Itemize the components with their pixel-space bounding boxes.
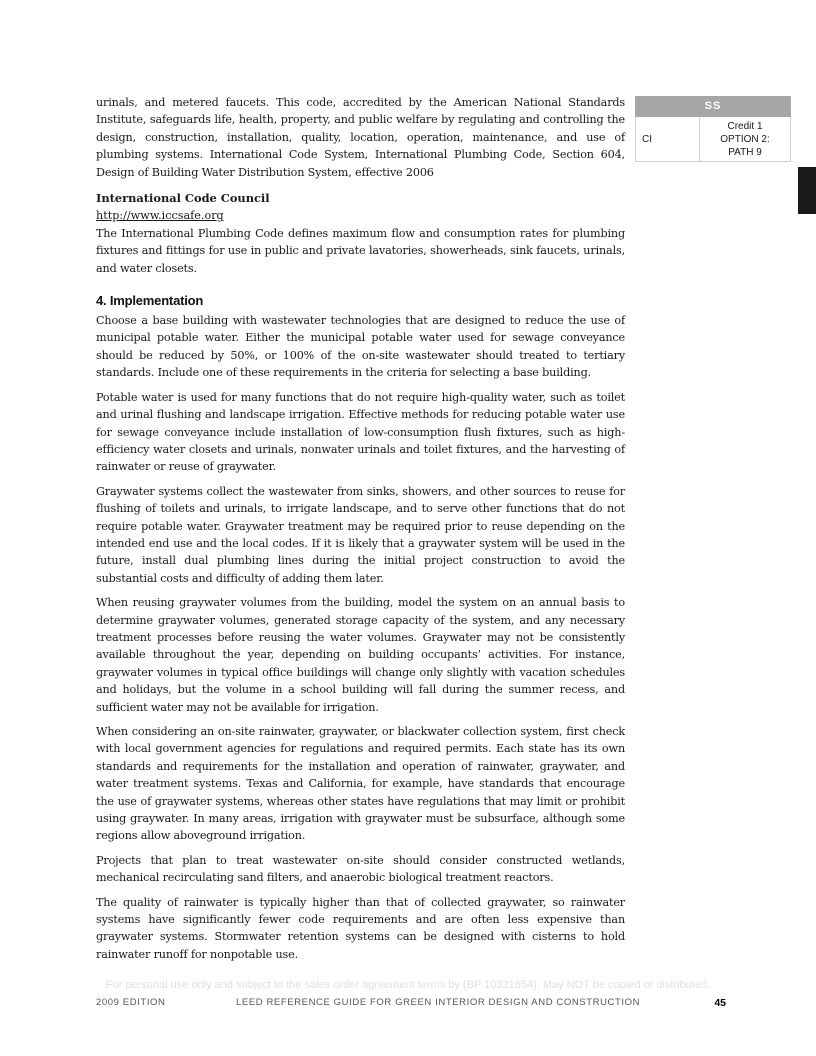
- footer-edition: 2009 EDITION: [96, 997, 166, 1008]
- page-footer: [96, 997, 726, 1011]
- credit-row: [635, 117, 791, 162]
- license-watermark: For personal use only and subject to the sales order agreement terms by (BP 10321654). May NOT be copied or distributed.: [105, 979, 711, 991]
- paragraph: Potable water is used for many functions that do not require high-quality water, such as toilet and urinal flushing and landscape irrigation. Effective methods for reducing potable water use for sewage conveyance include installation of low-consumption flush fixtures, such as high-efficiency water closets and urinals, nonwater urinals and toilet fixtures, and the harvesting of rainwater or reuse of graywater.: [96, 390, 625, 474]
- org-description: The International Plumbing Code defines maximum flow and consumption rates for plumbing fixtures and fittings for use in public and private lavatories, showerheads, sink faucets, urinals, and water closets.: [96, 226, 625, 275]
- chapter-tab-marker: [798, 167, 816, 214]
- paragraph: When considering an on-site rainwater, graywater, or blackwater collection system, first check with local government agencies for regulations and required permits. Each state has its own standards and requirements for the installation and operation of rainwater, graywater, and water treatment systems. Texas and California, for example, have standards that encourage the use of graywater systems, whereas other states have regulations that may limit or prohibit using graywater. In many areas, irrigation with graywater must be subsurface, although some regions allow aboveground irrigation.: [96, 725, 625, 843]
- option-line: OPTION 2:: [720, 133, 770, 145]
- section-heading: 4. Implementation: [96, 293, 204, 309]
- paragraph-code-description: urinals, and metered faucets. This code, accredited by the American National Standards Institute, safeguards life, health, property, and public welfare by regulating and controlling the design, construction, installation, quality, location, operation, maintenance, and use of plumbing systems. International Code System, International Plumbing Code, Section 604, Design of Building Water Distribution System, effective 2006: [96, 96, 625, 179]
- paragraph: Graywater systems collect the wastewater from sinks, showers, and other sources to reuse for flushing of toilets and urinals, to irrigate landscape, and to serve other functions that do not require potable water. Graywater treatment may be required prior to reuse depending on the intended end use and the local codes. If it is likely that a graywater system will be used in the future, install dual plumbing lines during the initial project construction to avoid the substantial costs and difficulty of adding them later.: [96, 484, 625, 585]
- credit-category-header: SS: [635, 96, 791, 117]
- credit-path-value: [700, 117, 790, 161]
- credit-line: Credit 1: [727, 120, 763, 132]
- paragraph: When reusing graywater volumes from the building, model the system on an annual basis to determine graywater volumes, generated storage capacity of the system, and any necessary treatment processes before reusing the water volumes. Graywater may not be consistently available throughout the year, depending on building occupants’ activities. For instance, graywater volumes in typical office buildings will change only slightly with vacation schedules and holidays, but the volume in a school building will fall during the summer recess, and sufficient water may not be available for irrigation.: [96, 596, 625, 714]
- credit-sidebar-table: [635, 96, 791, 162]
- path-line: PATH 9: [728, 146, 762, 158]
- paragraph: Projects that plan to treat wastewater on-site should consider constructed wetlands, mechanical recirculating sand filters, and anaerobic biological treatment reactors.: [96, 853, 625, 885]
- rating-system-label: CI: [636, 117, 700, 161]
- page-number: 45: [714, 997, 726, 1009]
- paragraph: Choose a base building with wastewater technologies that are designed to reduce the use of municipal potable water. Either the municipal potable water used for sewage conveyance should be reduced by 50%, or 100% of the on-site wastewater should treated to tertiary standards. Include one of these requirements in the criteria for selecting a base building.: [96, 314, 625, 380]
- main-content: [96, 94, 625, 970]
- paragraph: The quality of rainwater is typically higher than that of collected graywater, so rainwater systems have significantly fewer code requirements and are often less expensive than graywater systems. Stormwater retention systems can be designed with cisterns to hold rainwater runoff for nonpotable use.: [96, 895, 625, 961]
- org-name: International Code Council: [96, 191, 270, 206]
- org-url-link[interactable]: http://www.iccsafe.org: [96, 209, 224, 223]
- footer-title: LEED REFERENCE GUIDE FOR GREEN INTERIOR DESIGN AND CONSTRUCTION: [236, 997, 641, 1008]
